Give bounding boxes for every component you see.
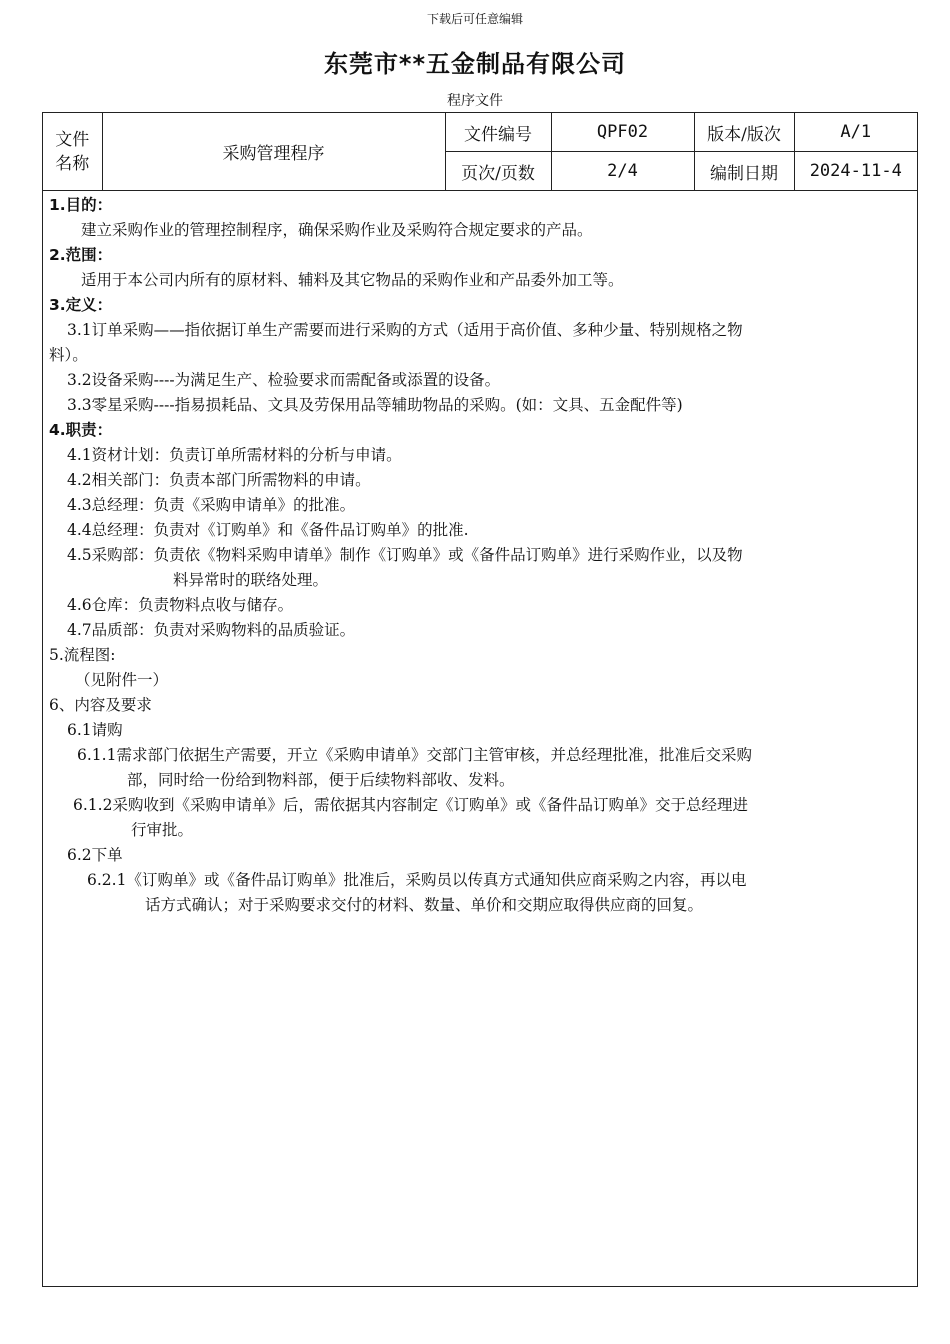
definition-3-1-cont: 料）。 — [49, 346, 88, 364]
duty-4-5-cont: 料异常时的联络处理。 — [173, 571, 329, 589]
download-note: 下载后可任意编辑 — [426, 12, 523, 26]
duty-4-5: 4.5采购部：负责依《物料采购申请单》制作《订购单》或《备件品订购单》进行采购作业，以及物 — [67, 546, 743, 564]
duty-4-2: 4.2相关部门：负责本部门所需物料的申请。 — [67, 471, 371, 489]
page-label: 页次/页数 — [445, 152, 551, 191]
company-name: 东莞市**五金制品有限公司 — [323, 50, 627, 78]
paragraph-6-2-1: 6.2.1《订购单》或《备件品订购单》批准后，采购员以传真方式通知供应商采购之内容，再以电 — [87, 871, 747, 889]
definition-3-1: 3.1订单采购——指依据订单生产需要而进行采购的方式（适用于高价值、多种少量、特别规格之物 — [67, 321, 743, 339]
page-value: 2/4 — [551, 152, 694, 191]
section-definition-title: 3.定义： — [49, 296, 113, 314]
duty-4-3: 4.3总经理：负责《采购申请单》的批准。 — [67, 496, 356, 514]
file-name-label-line2: 名称 — [55, 153, 90, 174]
duty-4-4: 4.4总经理：负责对《订购单》和《备件品订购单》的批准. — [67, 521, 469, 539]
definition-3-2: 3.2设备采购----为满足生产、检验要求而需配备或添置的设备。 — [67, 371, 501, 389]
file-no-value: QPF02 — [551, 113, 694, 152]
file-name-label — [43, 113, 102, 191]
duty-4-1: 4.1资材计划：负责订单所需材料的分析与申请。 — [67, 446, 402, 464]
section-purpose-title: 1.目的： — [49, 196, 113, 214]
paragraph-6-2-1-cont: 话方式确认；对于采购要求交付的材料、数量、单价和交期应取得供应商的回复。 — [145, 896, 704, 914]
paragraph-6-1-2-cont: 行审批。 — [131, 821, 194, 839]
date-label: 编制日期 — [694, 152, 794, 191]
section-scope-text: 适用于本公司内所有的原材料、辅料及其它物品的采购作业和产品委外加工等。 — [81, 271, 624, 289]
section-content-title: 6、内容及要求 — [49, 696, 152, 714]
duty-4-7: 4.7品质部：负责对采购物料的品质验证。 — [67, 621, 356, 639]
definition-3-3: 3.3零星采购----指易损耗品、文具及劳保用品等辅助物品的采购。(如：文具、五金配件等) — [67, 396, 683, 414]
document-type: 程序文件 — [447, 93, 503, 109]
section-duty-title: 4.职责： — [49, 421, 113, 439]
duty-4-6: 4.6仓库：负责物料点收与储存。 — [67, 596, 294, 614]
content-6-2: 6.2下单 — [67, 846, 123, 864]
header-table — [43, 113, 917, 191]
version-label: 版本/版次 — [694, 113, 794, 152]
file-no-label: 文件编号 — [445, 113, 551, 152]
date-value: 2024-11-4 — [794, 152, 917, 191]
version-value: A/1 — [794, 113, 917, 152]
document-frame — [42, 112, 918, 1287]
paragraph-6-1-1-cont: 部，同时给一份给到物料部，便于后续物料部收、发料。 — [127, 771, 515, 789]
file-title: 采购管理程序 — [102, 113, 445, 191]
section-flow-title: 5.流程图: — [49, 646, 116, 664]
section-purpose-text: 建立采购作业的管理控制程序，确保采购作业及采购符合规定要求的产品。 — [81, 221, 593, 239]
document-body — [49, 193, 911, 918]
section-scope-title: 2.范围： — [49, 246, 113, 264]
paragraph-6-1-2: 6.1.2采购收到《采购申请单》后，需依据其内容制定《订购单》或《备件品订购单》交于总经理进 — [73, 796, 748, 814]
file-name-label-line1: 文件 — [55, 129, 90, 150]
paragraph-6-1-1: 6.1.1需求部门依据生产需要，开立《采购申请单》交部门主管审核，并总经理批准，批准后交采购 — [77, 746, 752, 764]
content-6-1: 6.1请购 — [67, 721, 123, 739]
section-flow-text: （见附件一） — [75, 671, 169, 689]
